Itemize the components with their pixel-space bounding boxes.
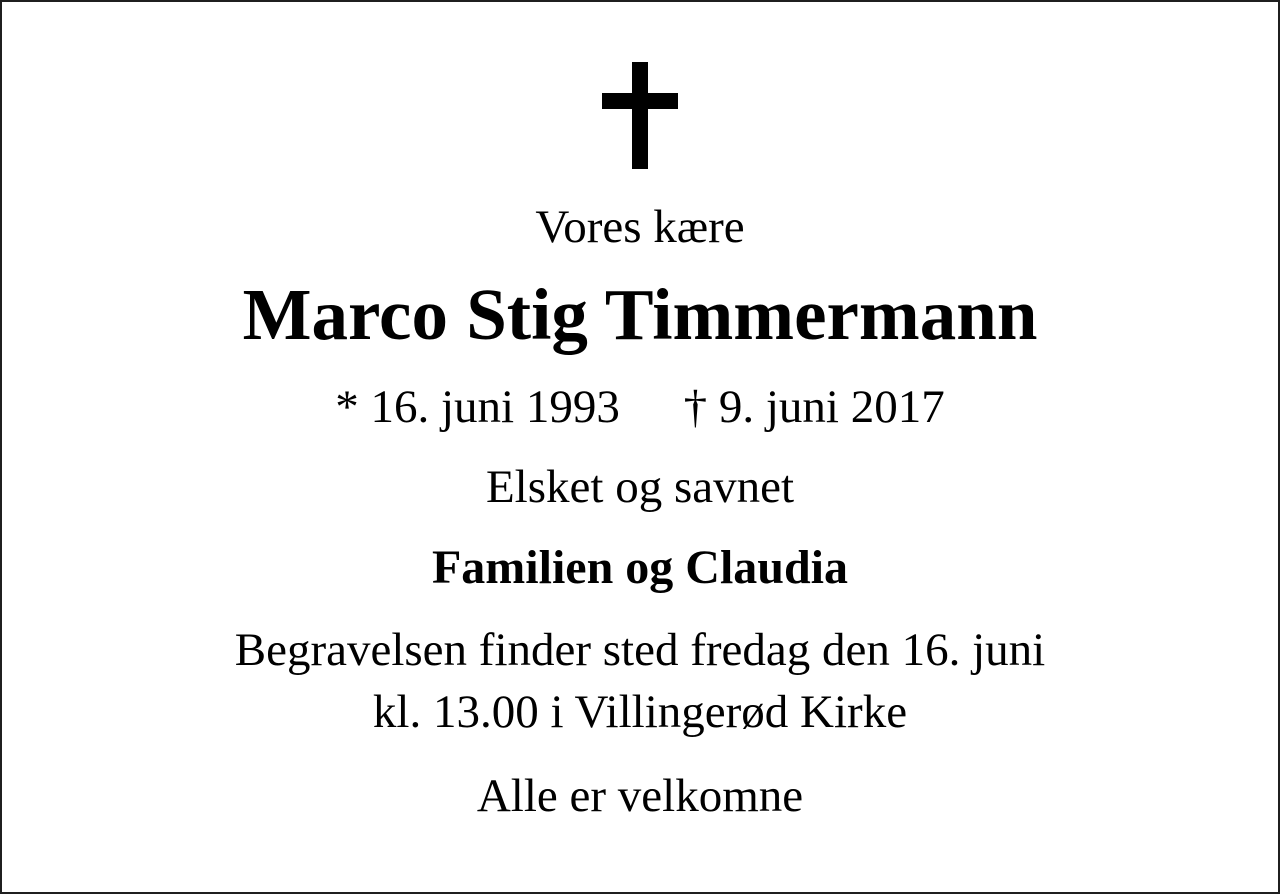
funeral-info-line2: kl. 13.00 i Villingerød Kirke <box>372 686 908 739</box>
death-date: † 9. juni 2017 <box>683 380 945 433</box>
life-dates <box>2 379 1278 435</box>
closing-text: Alle er velkomne <box>476 770 804 823</box>
birth-date: * 16. juni 1993 <box>335 380 620 433</box>
intro-text: Vores kære <box>535 201 745 253</box>
funeral-info-line1: Begravelsen finder sted fredag den 16. juni <box>234 624 1046 677</box>
signature-text: Familien og Claudia <box>431 540 849 594</box>
obituary-notice <box>2 62 1278 825</box>
cross-icon <box>2 62 1278 169</box>
funeral-info <box>2 619 1278 743</box>
tribute-text: Elsket og savnet <box>485 461 795 514</box>
deceased-name: Marco Stig Timmermann <box>242 274 1038 356</box>
